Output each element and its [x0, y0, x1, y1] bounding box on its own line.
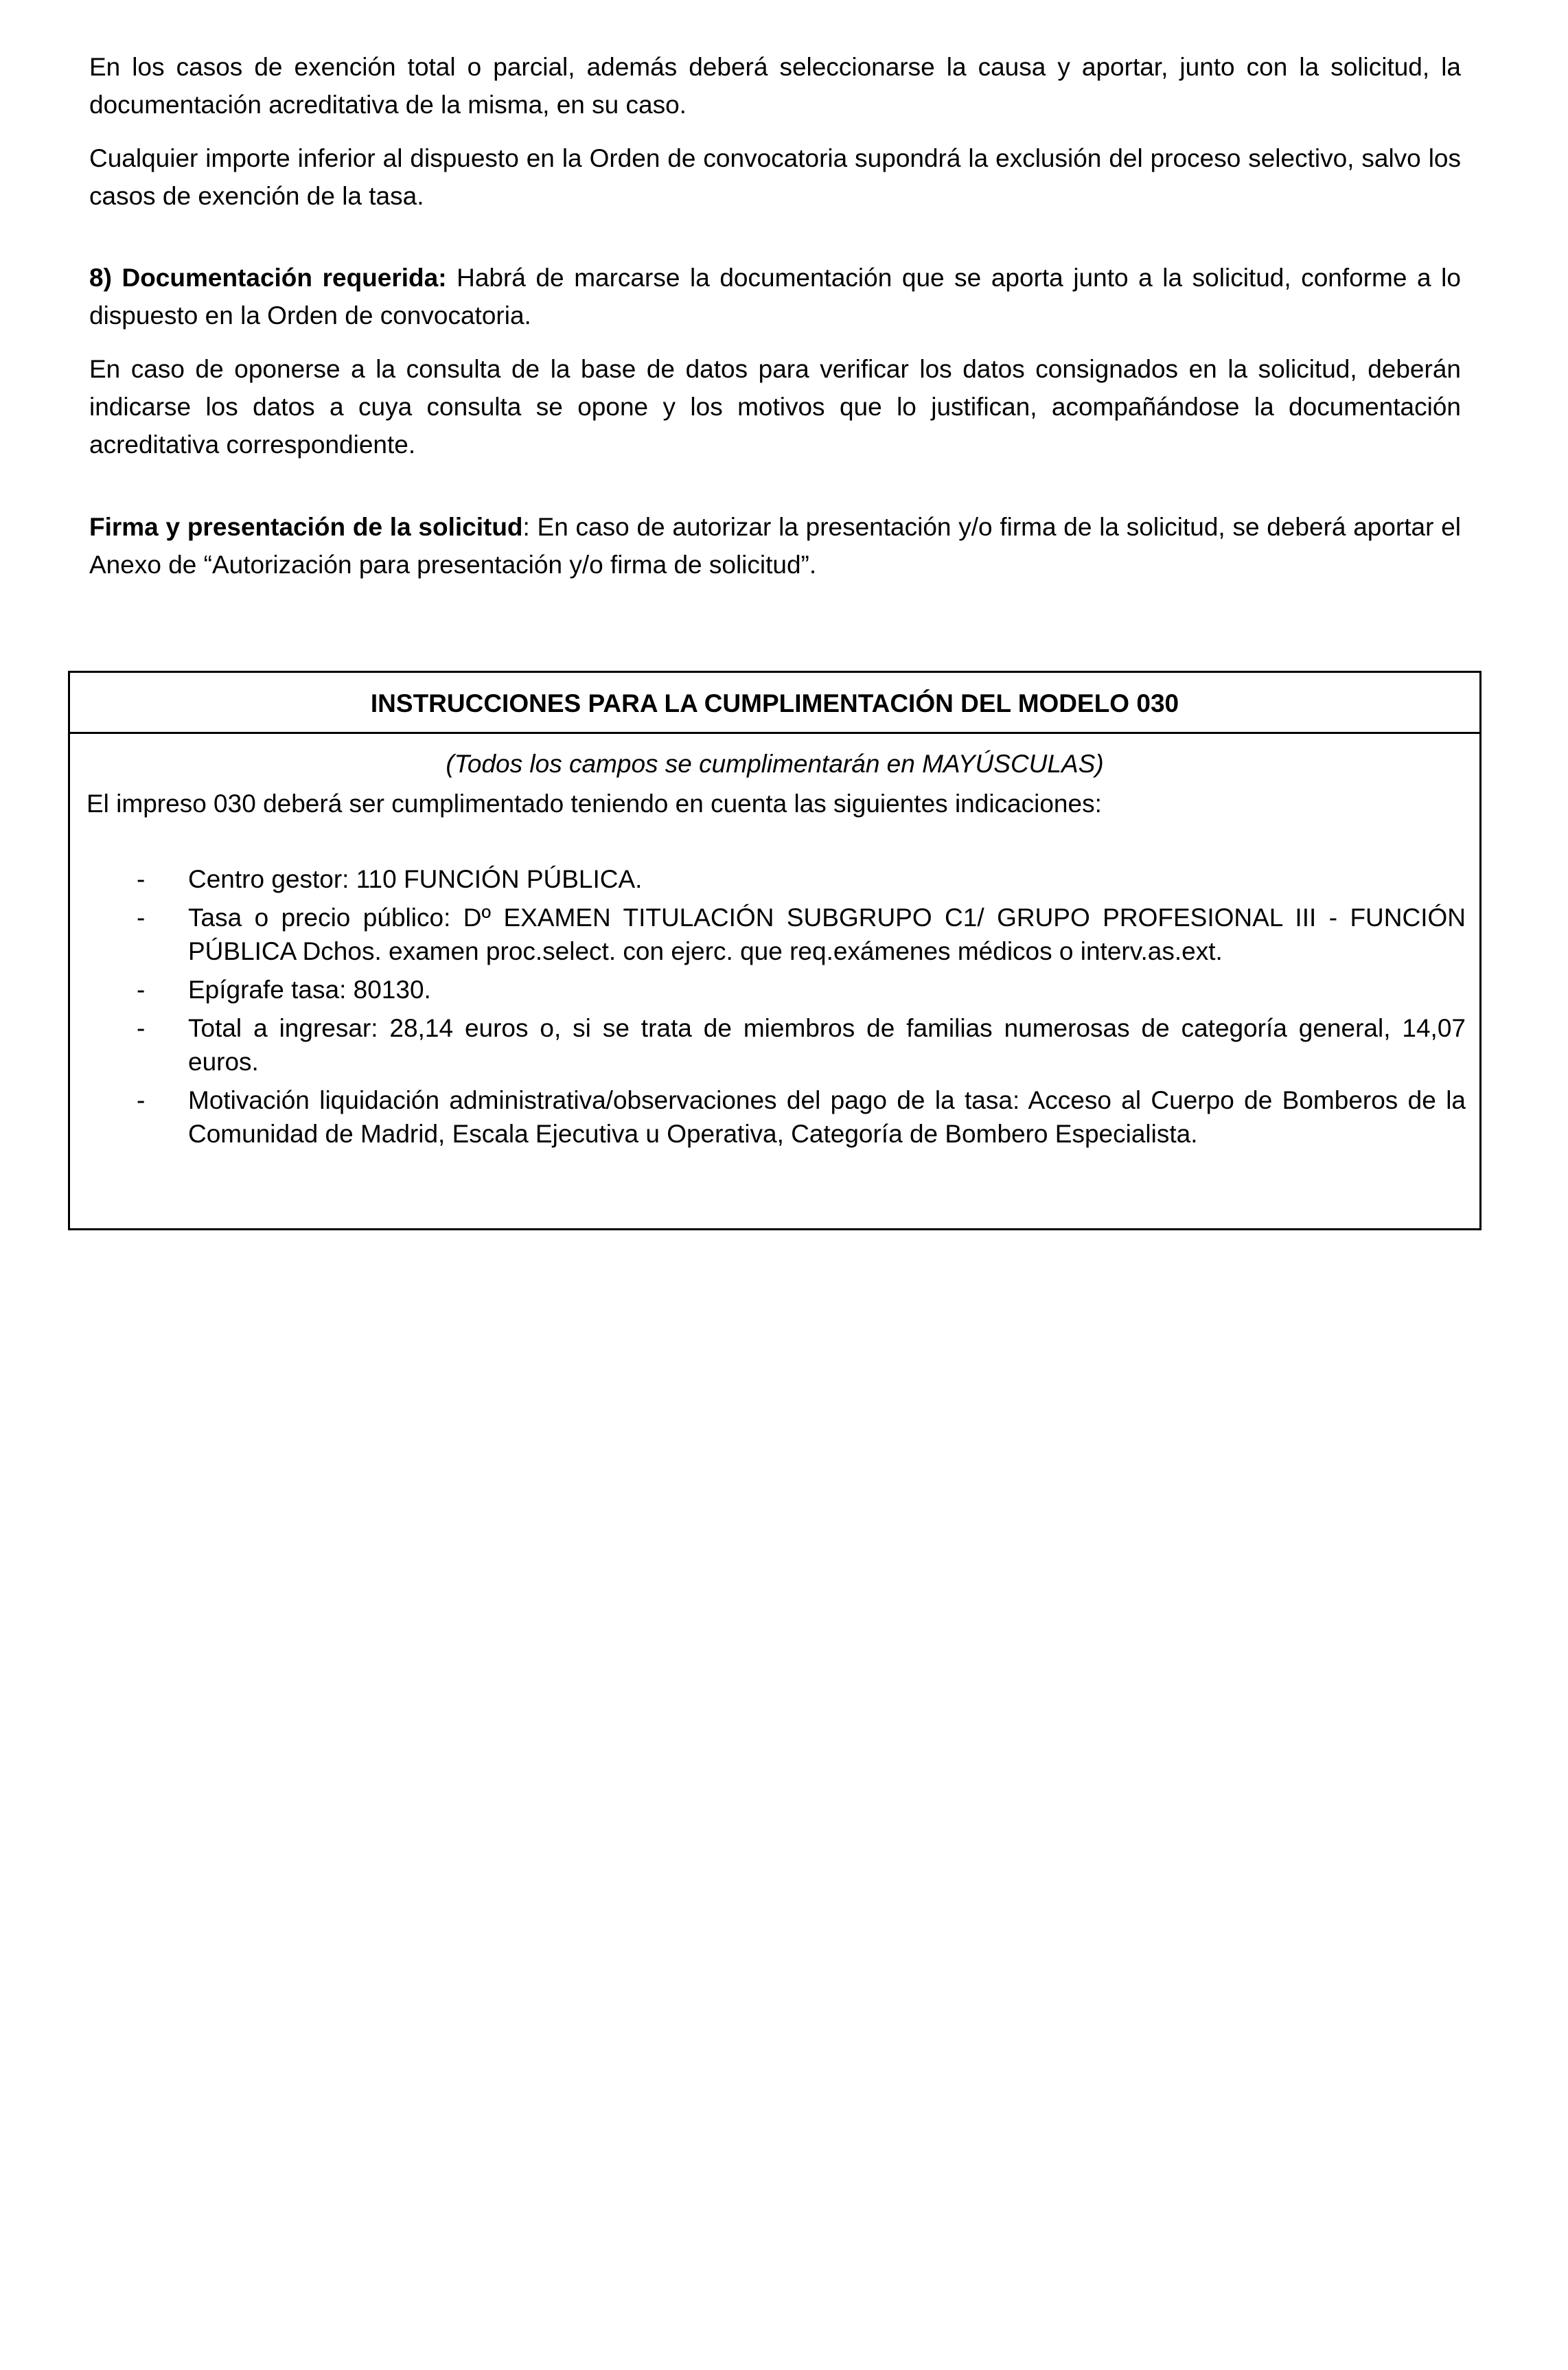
paragraph-required-documentation-text: Habrá de marcarse la documentación que se aporta junto a la solicitud, conforme a lo dispuesto en la Orden de convocatoria.	[89, 264, 1461, 330]
bullet-dash: -	[137, 904, 146, 932]
instructions-box-modelo-030	[68, 671, 1481, 1230]
instructions-list-item	[70, 973, 1479, 1006]
bullet-dash: -	[137, 865, 146, 893]
instructions-list-item	[70, 1083, 1479, 1151]
instructions-item-tasa: Tasa o precio público: Dº EXAMEN TITULACIÓN SUBGRUPO C1/ GRUPO PROFESIONAL III - FUNCIÓN PÚBLICA Dchos. examen proc.select. con ejerc. que req.exámenes médicos o interv.as.ext.	[188, 904, 1466, 965]
paragraph-signature-submission	[89, 508, 1461, 584]
section-heading-signature-submission: Firma y presentación de la solicitud	[89, 513, 523, 541]
paragraph-exemption-cause-text: En los casos de exención total o parcial, además deberá seleccionarse la causa y aportar, junto con la solicitud, la documentación acreditativa de la misma, en su caso.	[89, 53, 1461, 119]
instructions-list-item	[70, 862, 1479, 896]
instructions-item-centro-gestor: Centro gestor: 110 FUNCIÓN PÚBLICA.	[188, 865, 643, 893]
instructions-item-epigrafe: Epígrafe tasa: 80130.	[188, 976, 431, 1004]
instructions-box-subtitle: (Todos los campos se cumplimentarán en MAYÚSCULAS)	[446, 750, 1104, 778]
instructions-box-title: INSTRUCCIONES PARA LA CUMPLIMENTACIÓN DEL MODELO 030	[70, 673, 1479, 734]
paragraph-signature-submission-text: : En caso de autorizar la presentación y/o firma de la solicitud, se deberá aportar el Anexo de “Autorización para presentación y/o firma de solicitud”.	[89, 513, 1461, 579]
instructions-list-item	[70, 901, 1479, 968]
paragraph-lower-amount-exclusion	[89, 139, 1461, 215]
instructions-list	[70, 862, 1479, 1155]
instructions-box-intro: El impreso 030 deberá ser cumplimentado teniendo en cuenta las siguientes indicaciones:	[87, 790, 1102, 818]
paragraph-lower-amount-exclusion-text: Cualquier importe inferior al dispuesto en la Orden de convocatoria supondrá la exclusión del proceso selectivo, salvo los casos de exención de la tasa.	[89, 144, 1461, 210]
paragraph-database-opposition-text: En caso de oponerse a la consulta de la base de datos para verificar los datos consignados en la solicitud, deberán indicarse los datos a cuya consulta se opone y los motivos que lo justifican, acompañándose la documentación acreditativa correspondiente.	[89, 355, 1461, 459]
instructions-item-total: Total a ingresar: 28,14 euros o, si se trata de miembros de familias numerosas de categoría general, 14,07 euros.	[188, 1014, 1466, 1076]
section-heading-required-documentation: 8) Documentación requerida:	[89, 264, 447, 292]
paragraph-database-opposition	[89, 350, 1461, 463]
bullet-dash: -	[137, 1014, 146, 1042]
instructions-item-motivacion: Motivación liquidación administrativa/observaciones del pago de la tasa: Acceso al Cuerpo de Bomberos de la Comunidad de Madrid, Escala Ejecutiva u Operativa, Categoría de Bombero Especialista.	[188, 1086, 1466, 1148]
bullet-dash: -	[137, 976, 146, 1004]
instructions-list-item	[70, 1011, 1479, 1079]
paragraph-exemption-cause	[89, 48, 1461, 124]
paragraph-required-documentation	[89, 259, 1461, 334]
bullet-dash: -	[137, 1086, 146, 1114]
